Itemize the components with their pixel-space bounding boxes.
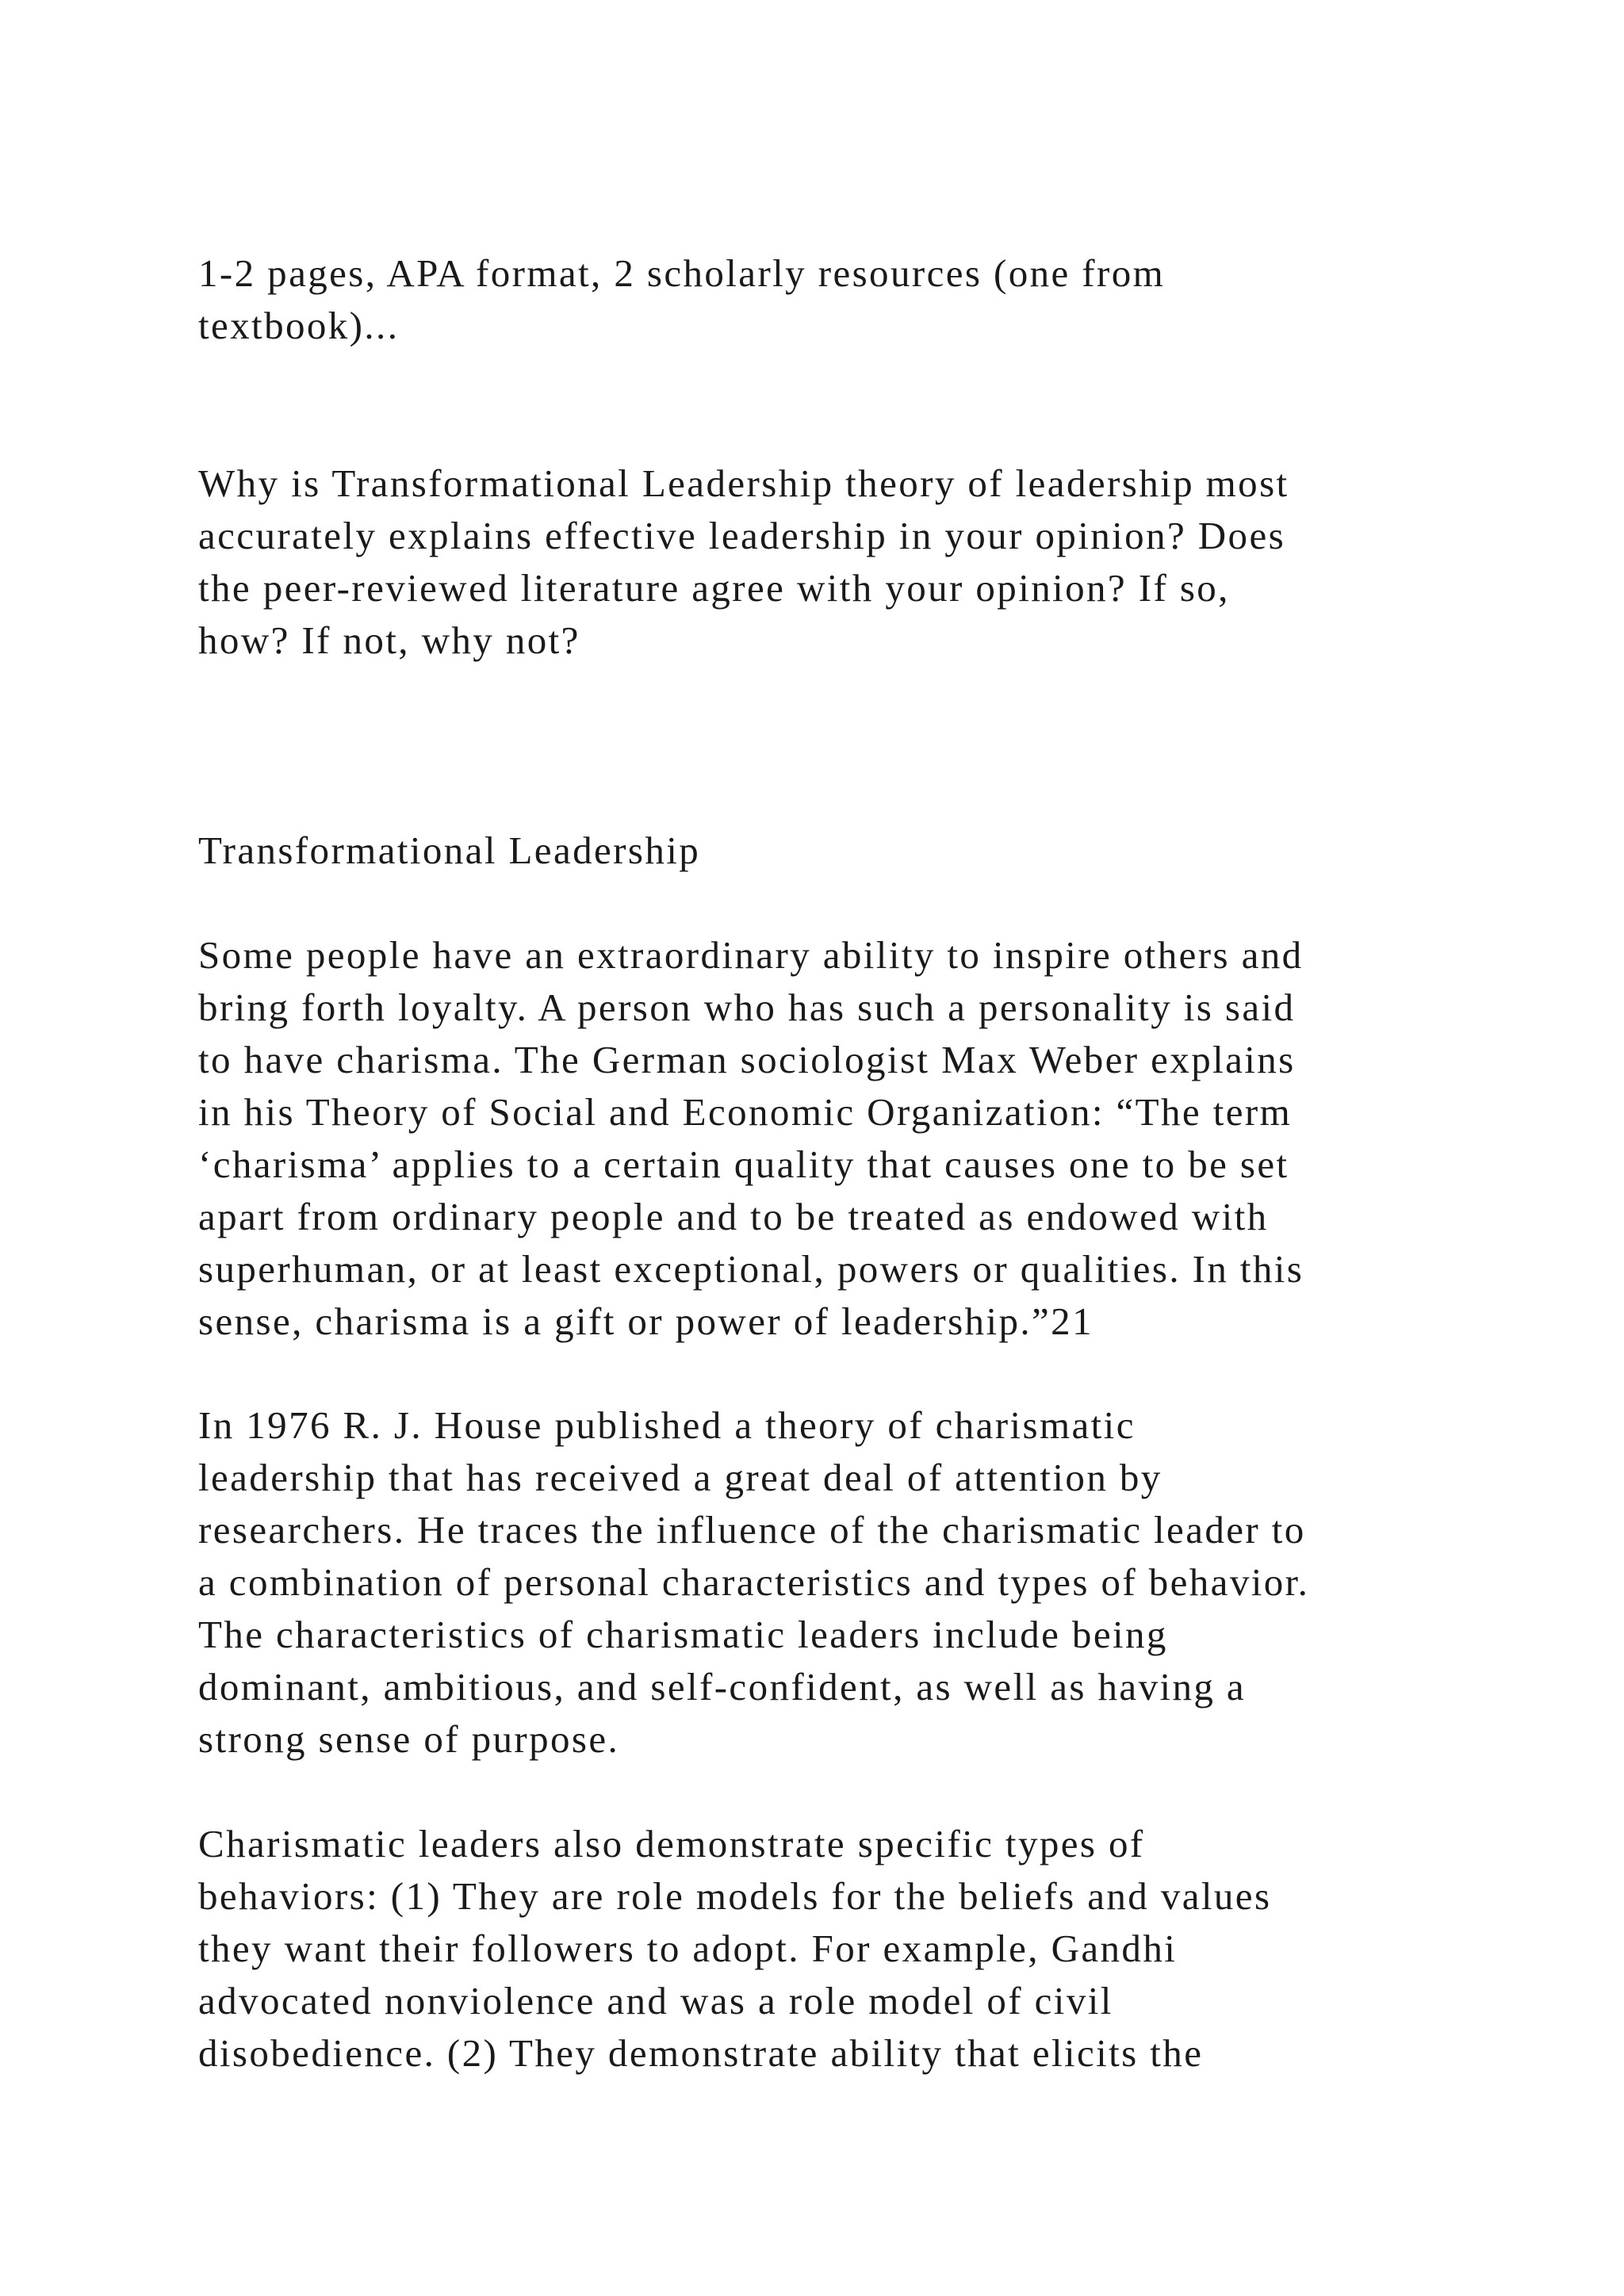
text-line: superhuman, or at least exceptional, powers or qualities. In this [198, 1247, 1304, 1291]
text-line: they want their followers to adopt. For example, Gandhi [198, 1927, 1178, 1970]
text-line: the peer-reviewed literature agree with your opinion? If so, [198, 566, 1230, 610]
text-line: researchers. He traces the influence of the charismatic leader to [198, 1508, 1306, 1552]
text-line: how? If not, why not? [198, 618, 580, 662]
assignment-question [198, 457, 1483, 667]
text-line: accurately explains effective leadership in your opinion? Does [198, 514, 1286, 557]
text-line: ‘charisma’ applies to a certain quality that causes one to be set [198, 1142, 1289, 1186]
paragraph-house-theory [198, 1399, 1483, 1766]
text-line: advocated nonviolence and was a role model of civil [198, 1979, 1113, 2022]
text-line: 1-2 pages, APA format, 2 scholarly resources (one from [198, 251, 1166, 295]
paragraph-charisma [198, 929, 1483, 1348]
text-line: in his Theory of Social and Economic Organization: “The term [198, 1090, 1293, 1134]
text-line: apart from ordinary people and to be treated as endowed with [198, 1195, 1269, 1238]
text-line: textbook)... [198, 304, 400, 347]
text-line: sense, charisma is a gift or power of leadership.”21 [198, 1299, 1094, 1343]
text-line: bring forth loyalty. A person who has such a personality is said [198, 985, 1296, 1029]
paragraph-behaviors [198, 1818, 1483, 2080]
heading-text: Transformational Leadership [198, 828, 701, 872]
text-line: In 1976 R. J. House published a theory of charismatic [198, 1403, 1136, 1447]
section-heading [198, 825, 1483, 877]
text-line: strong sense of purpose. [198, 1717, 620, 1761]
text-line: Why is Transformational Leadership theory of leadership most [198, 461, 1289, 505]
text-line: behaviors: (1) They are role models for the beliefs and values [198, 1874, 1272, 1918]
text-line: a combination of personal characteristics and types of behavior. [198, 1560, 1310, 1604]
text-line: The characteristics of charismatic leaders include being [198, 1613, 1168, 1656]
text-line: leadership that has received a great deal of attention by [198, 1456, 1162, 1499]
assignment-requirements [198, 247, 1483, 352]
text-line: dominant, ambitious, and self-confident, as well as having a [198, 1665, 1247, 1709]
text-line: disobedience. (2) They demonstrate ability that elicits the [198, 2031, 1204, 2075]
text-line: Some people have an extraordinary ability to inspire others and [198, 933, 1304, 977]
text-line: to have charisma. The German sociologist Max Weber explains [198, 1038, 1296, 1081]
text-line: Charismatic leaders also demonstrate specific types of [198, 1822, 1145, 1866]
